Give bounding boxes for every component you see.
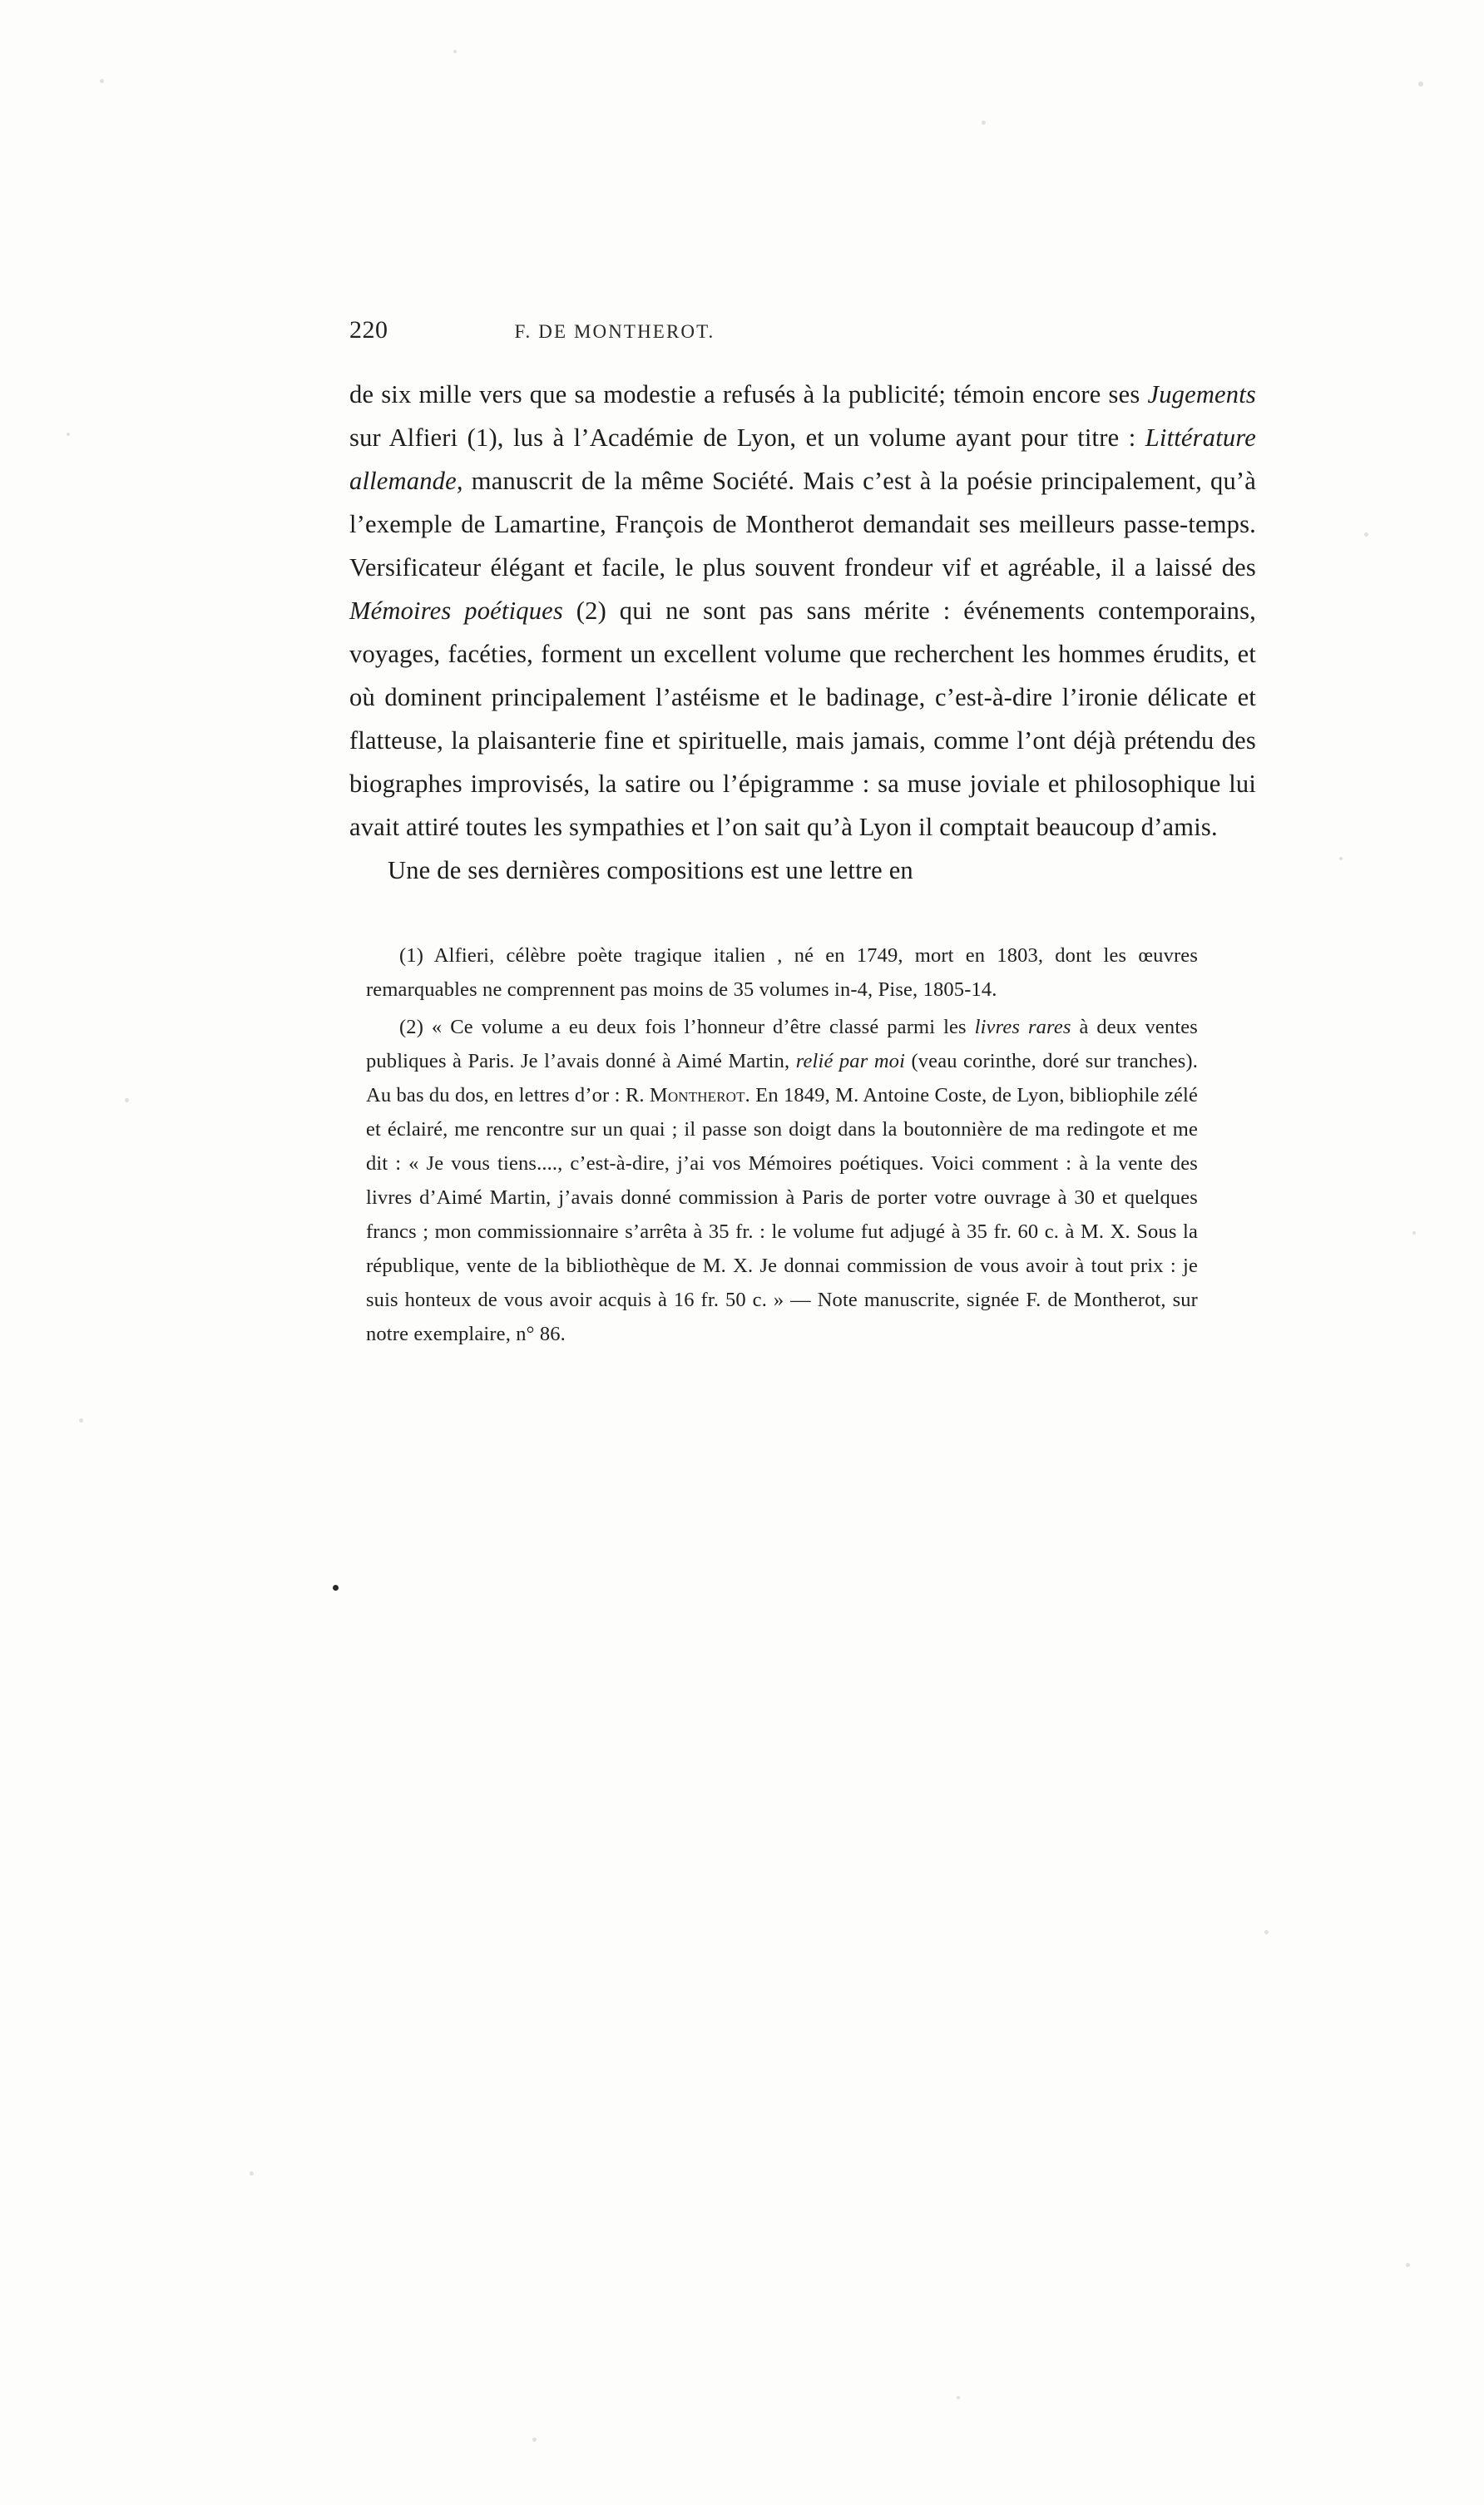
footnote-1: (1) Alfieri, célèbre poète tragique italien , né en 1749, mort en 1803, dont les œuvres remarquables ne comprennent pas moins de 35 volumes in-4, Pise, 1805-14.	[366, 944, 1198, 1001]
body-text	[349, 373, 1256, 892]
paper-speckle	[250, 2171, 254, 2176]
running-head: F. DE MONTHEROT.	[514, 321, 715, 342]
page-header	[349, 316, 1256, 344]
footnotes	[366, 938, 1198, 1351]
paper-speckle	[1412, 1231, 1416, 1235]
paper-speckle	[1406, 2263, 1410, 2267]
paper-speckle	[100, 79, 104, 83]
paper-speckle	[1418, 82, 1423, 87]
paragraph-2: Une de ses dernières compositions est une lettre en	[388, 856, 913, 884]
paragraph-1: de six mille vers que sa modestie a refusés à la publicité; témoin encore ses Jugements sur Alfieri (1), lus à l’Académie de Lyon, et un volume ayant pour titre : Littérature allemande, manuscrit de la même Société. Mais c’est à la poésie principalement, qu’à l’exemple de Lamartine, François de Montherot demandait ses meilleurs passe-temps. Versificateur élégant et facile, le plus souvent frondeur vif et agréable, il a laissé des Mémoires poétiques (2) qui ne sont pas sans mérite : événements contemporains, voyages, facéties, forment un excellent volume que recherchent les hommes érudits, et où dominent principalement l’astéisme et le badinage, c’est-à-dire l’ironie délicate et flatteuse, la plaisanterie fine et spirituelle, mais jamais, comme l’ont déjà prétendu des biographes improvisés, la satire ou l’épigramme : sa muse joviale et philosophique lui avait attiré toutes les sympathies et l’on sait qu’à Lyon il comptait beaucoup d’amis.	[349, 380, 1256, 841]
paper-speckle	[67, 433, 70, 436]
page-number: 220	[349, 316, 388, 344]
margin-ink-dot	[333, 1585, 339, 1591]
footnote-2: (2) « Ce volume a eu deux fois l’honneur d’être classé parmi les livres rares à deux ventes publiques à Paris. Je l’avais donné à Aimé Martin, relié par moi (veau corinthe, doré sur tranches). Au bas du dos, en lettres d’or : R. Montherot. En 1849, M. Antoine Coste, de Lyon, bibliophile zélé et éclairé, me rencontre sur un quai ; il passe son doigt dans la boutonnière de ma redingote et me dit : « Je vous tiens...., c’est-à-dire, j’ai vos Mémoires poétiques. Voici comment : à la vente des livres d’Aimé Martin, j’avais donné commission à Paris de porter votre ouvrage à 30 et quelques francs ; mon commissionnaire s’arrêta à 35 fr. : le volume fut adjugé à 35 fr. 60 c. à M. X. Sous la république, vente de la bibliothèque de M. X. Je donnai commission de vous avoir à tout prix : je suis honteux de vous avoir acquis à 16 fr. 50 c. » — Note manuscrite, signée F. de Montherot, sur notre exemplaire, n° 86.	[366, 1016, 1198, 1345]
paper-speckle	[125, 1098, 129, 1102]
paper-speckle	[982, 121, 986, 125]
paper-speckle	[1339, 857, 1343, 860]
paper-speckle	[1264, 1930, 1269, 1934]
page-content	[349, 316, 1256, 1351]
paper-speckle	[957, 2396, 960, 2399]
paper-speckle	[1364, 532, 1368, 537]
paper-speckle	[453, 50, 457, 53]
paper-speckle	[532, 2438, 537, 2442]
paper-speckle	[79, 1418, 83, 1423]
